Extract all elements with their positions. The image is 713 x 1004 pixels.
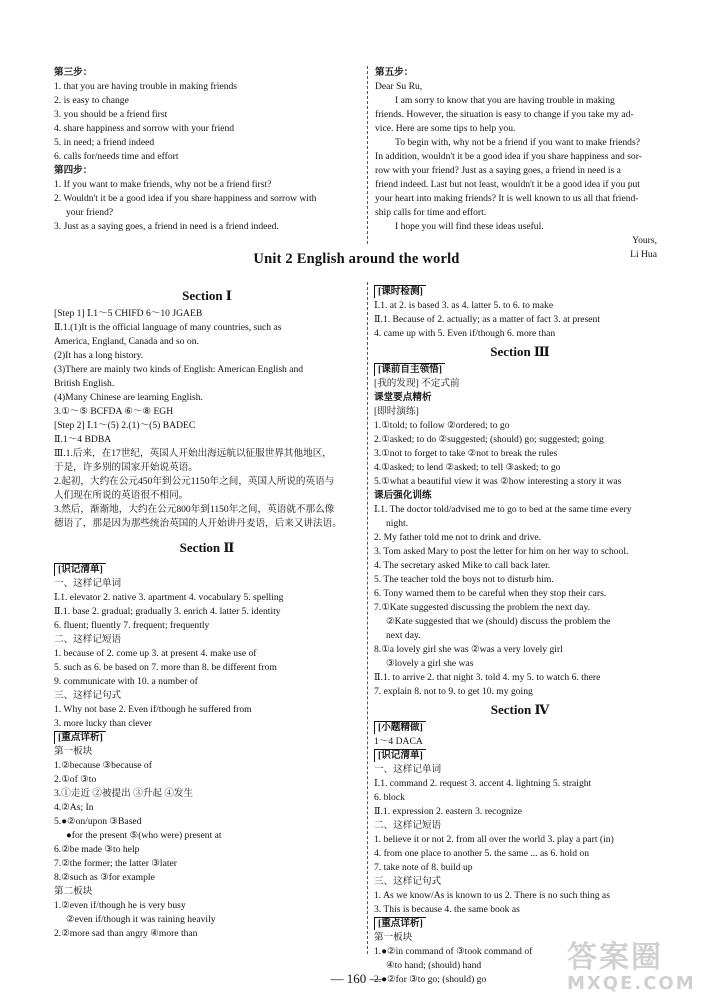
text-line: ④to hand; (should) hand [386, 960, 482, 971]
column-divider [367, 282, 368, 954]
text-line: 5. The teacher told the boys not to disturb him. [374, 574, 554, 585]
text-line: America, England, Canada and so on. [54, 336, 199, 347]
text-line: Ⅱ.1～4 BDBA [54, 434, 112, 445]
text-line: 6. Tony warned them to be careful when they stop their cars. [374, 588, 607, 599]
letter-line: To begin with, why not be a friend if you want to make friends? [395, 137, 640, 148]
text-line: Ⅱ.1. to arrive 2. that night 3. told 4. my 5. to watch 6. there [374, 672, 601, 683]
text-line: 3. Tom asked Mary to post the letter for him on her way to school. [374, 546, 629, 557]
text-line: 2.②more sad than angry ④more than [54, 928, 198, 939]
box-heading: [课前自主领悟] [374, 363, 445, 376]
letter-line: ship calls for time and effort. [375, 207, 487, 218]
text-line: [我的发现] 不定式前 [374, 378, 460, 389]
text-line: (4)Many Chinese are learning English. [54, 392, 203, 403]
text-line: 1～4 DACA [374, 736, 423, 747]
text-line: 2.①of ③to [54, 774, 97, 785]
page-number: — 160 — [330, 971, 383, 986]
column-divider [367, 66, 368, 244]
letter-line: In addition, wouldn't it be a good idea if you share happiness and sor- [375, 151, 642, 162]
text-line: 1.●②in command of ③took command of [374, 946, 533, 957]
text-line: ③lovely a girl she was [386, 658, 474, 669]
letter-closing: Yours, [632, 235, 657, 246]
box-heading: [识记清单] [54, 563, 106, 576]
text-line: next day. [386, 630, 421, 641]
box-heading: [课时检测] [374, 285, 426, 298]
text-line: 3.①not to forget to take ②not to break the rules [374, 448, 558, 459]
text-line: 2. Wouldn't it be a good idea if you share happiness and sorrow with [54, 193, 317, 204]
text-line: 人们现在所说的英语很不相同。 [54, 490, 189, 501]
text-line: (3)There are mainly two kinds of English: American English and [54, 364, 304, 375]
text-line: 5. such as 6. be based on 7. more than 8. be different from [54, 662, 277, 673]
left-column [54, 285, 360, 941]
text-line: 1.①told; to follow ②ordered; to go [374, 420, 510, 431]
text-line: 2. My father told me not to drink and drive. [374, 532, 542, 543]
letter-line: friends. However, the situation is easy to change if you take my ad- [375, 109, 634, 120]
text-line: 三、这样记句式 [54, 690, 122, 701]
text-line: 一、这样记单词 [374, 764, 442, 775]
text-line: ●for the present ⑤(who were) present at [66, 830, 222, 841]
watermark-text: 答案圈 [567, 940, 663, 975]
text-line: Ⅲ.1.后来，在17世纪，英国人开始出海远航以征服世界其他地区， [54, 448, 332, 459]
watermark-logo [567, 942, 707, 996]
text-line: [即时演练] [374, 406, 419, 417]
text-line: 4.①asked; to lend ②asked; to tell ③asked; to go [374, 462, 561, 473]
letter-line: I am sorry to know that you are having trouble in making [395, 95, 615, 106]
section-heading: Section Ⅰ [182, 288, 232, 303]
text-line: 于是，许多别的国家开始说英语。 [54, 462, 198, 473]
text-line: your friend? [66, 207, 114, 218]
text-line: [Step 1] Ⅰ.1～5 CHIFD 6～10 JGAEB [54, 308, 203, 319]
text-line: 3. This is because 4. the same book as [374, 904, 520, 915]
text-line: 二、这样记短语 [54, 634, 122, 645]
text-line: 第一板块 [374, 932, 413, 943]
box-heading: [小题精做] [374, 721, 426, 734]
text-line: 4. came up with 5. Even if/though 6. more than [374, 328, 556, 339]
text-line: Ⅱ.1. base 2. gradual; gradually 3. enrich 4. latter 5. identity [54, 606, 281, 617]
step-heading: 第三步： [54, 67, 93, 78]
text-line: 一、这样记单词 [54, 578, 122, 589]
text-line: 7. take note of 8. build up [374, 862, 473, 873]
text-line: Ⅰ.1. at 2. is based 3. as 4. latter 5. to 6. to make [374, 300, 554, 311]
text-line: 2.起初，大约在公元450年到公元1150年之间，英国人所说的英语与 [54, 476, 335, 487]
text-line: 3. you should be a friend first [54, 109, 168, 120]
top-right-column [375, 66, 663, 262]
section-heading: Section Ⅲ [490, 344, 550, 359]
text-line: Ⅱ.1. Because of 2. actually; as a matter of fact 3. at present [374, 314, 601, 325]
text-line: 3. Just as a saying goes, a friend in need is a friend indeed. [54, 221, 279, 232]
text-line: ②Kate suggested that we (should) discuss the problem the [386, 616, 611, 627]
letter-line: friend indeed. Last but not least, wouldn't it be a good idea if you put [375, 179, 640, 190]
text-line: night. [386, 518, 409, 529]
text-line: 3.①～⑤ BCFDA ⑥～⑧ EGH [54, 406, 174, 417]
text-line: 4.②As; In [54, 802, 94, 813]
text-line: Ⅰ.1. elevator 2. native 3. apartment 4. vocabulary 5. spelling [54, 592, 284, 603]
sub-heading: 课后强化训练 [374, 490, 432, 501]
step-heading: 第五步： [375, 67, 414, 78]
text-line: 6. calls for/needs time and effort [54, 151, 179, 162]
text-line: 德语了，那是因为那些统治英国的人开始讲丹麦语，后来又讲法语。 [54, 518, 342, 529]
text-line: Ⅰ.1. The doctor told/advised me to go to bed at the same time every [374, 504, 632, 515]
text-line: 2.①asked; to do ②suggested; (should) go; suggested; going [374, 434, 604, 445]
text-line: 1. believe it or not 2. from all over the world 3. play a part (in) [374, 834, 614, 845]
text-line: 3. more lucky than clever [54, 718, 152, 729]
text-line: 第一板块 [54, 746, 93, 757]
text-line: 1.②even if/though he is very busy [54, 900, 186, 911]
text-line: 8.②such as ③for example [54, 872, 155, 883]
text-line: 1. Why not base 2. Even if/though he suffered from [54, 704, 252, 715]
sub-heading: 课堂要点精析 [374, 392, 432, 403]
letter-line: your heart into making friends? It is well known to us all that friend- [375, 193, 639, 204]
letter-salutation: Dear Su Ru, [375, 81, 423, 92]
text-line: 1. If you want to make friends, why not be a friend first? [54, 179, 272, 190]
text-line: 5.①what a beautiful view it was ②how interesting a story it was [374, 476, 622, 487]
text-line: 2.●②for ③to go; (should) go [374, 974, 487, 985]
text-line: 4. share happiness and sorrow with your friend [54, 123, 235, 134]
text-line: 二、这样记短语 [374, 820, 442, 831]
section-heading: Section Ⅳ [490, 702, 550, 717]
top-left-column [54, 66, 362, 234]
text-line: 6. fluent; fluently 7. frequent; frequently [54, 620, 210, 631]
text-line: 5.●②on/upon ③Based [54, 816, 142, 827]
text-line: 8.①a lovely girl she was ②was a very lovely girl [374, 644, 563, 655]
watermark-url: MXQE.COM [567, 973, 696, 994]
text-line: 第二板块 [54, 886, 93, 897]
letter-line: I hope you will find these ideas useful. [395, 221, 544, 232]
step-heading: 第四步： [54, 165, 93, 176]
letter-line: row with your friend? Just as a saying goes, a friend in need is a [375, 165, 621, 176]
text-line: 6.②be made ③to help [54, 844, 140, 855]
text-line: British English. [54, 378, 115, 389]
text-line: ②even if/though it was raining heavily [66, 914, 216, 925]
box-heading: [识记清单] [374, 749, 426, 762]
text-line: 5. in need; a friend indeed [54, 137, 155, 148]
box-heading: [重点详析] [374, 917, 426, 930]
text-line: 三、这样记句式 [374, 876, 442, 887]
box-heading: [重点详析] [54, 731, 106, 744]
text-line: Ⅱ.1.(1)It is the official language of many countries, such as [54, 322, 282, 333]
text-line: (2)It has a long history. [54, 350, 144, 361]
text-line: 7.①Kate suggested discussing the problem the next day. [374, 602, 591, 613]
text-line: 1. that you are having trouble in making friends [54, 81, 238, 92]
unit-title: Unit 2 English around the world [253, 251, 460, 267]
text-line: 4. from one place to another 5. the same ... as 6. hold on [374, 848, 590, 859]
text-line: 6. block [374, 792, 405, 803]
text-line: 9. communicate with 10. a number of [54, 676, 198, 687]
text-line: 3.然后，渐渐地，大约在公元800年到1150年之间，英语就不那么像 [54, 504, 335, 515]
text-line: 7.②the former; the latter ③later [54, 858, 177, 869]
text-line: Ⅰ.1. command 2. request 3. accent 4. lightning 5. straight [374, 778, 592, 789]
right-column [374, 285, 666, 987]
text-line: 7. explain 8. not to 9. to get 10. my going [374, 686, 533, 697]
text-line: [Step 2] Ⅰ.1～(5) 2.(1)～(5) BADEC [54, 420, 196, 431]
text-line: 1. As we know/As is known to us 2. There is no such thing as [374, 890, 610, 901]
section-heading: Section Ⅱ [179, 540, 235, 555]
text-line: 3.①走近 ②被提出 ③升起 ④发生 [54, 788, 194, 799]
text-line: Ⅱ.1. expression 2. eastern 3. recognize [374, 806, 522, 817]
text-line: 2. is easy to change [54, 95, 129, 106]
text-line: 1.②because ③because of [54, 760, 152, 771]
text-line: 4. The secretary asked Mike to call back later. [374, 560, 551, 571]
letter-line: vice. Here are some tips to help you. [375, 123, 516, 134]
letter-signature: Li Hua [630, 249, 657, 260]
text-line: 1. because of 2. come up 3. at present 4. make use of [54, 648, 257, 659]
